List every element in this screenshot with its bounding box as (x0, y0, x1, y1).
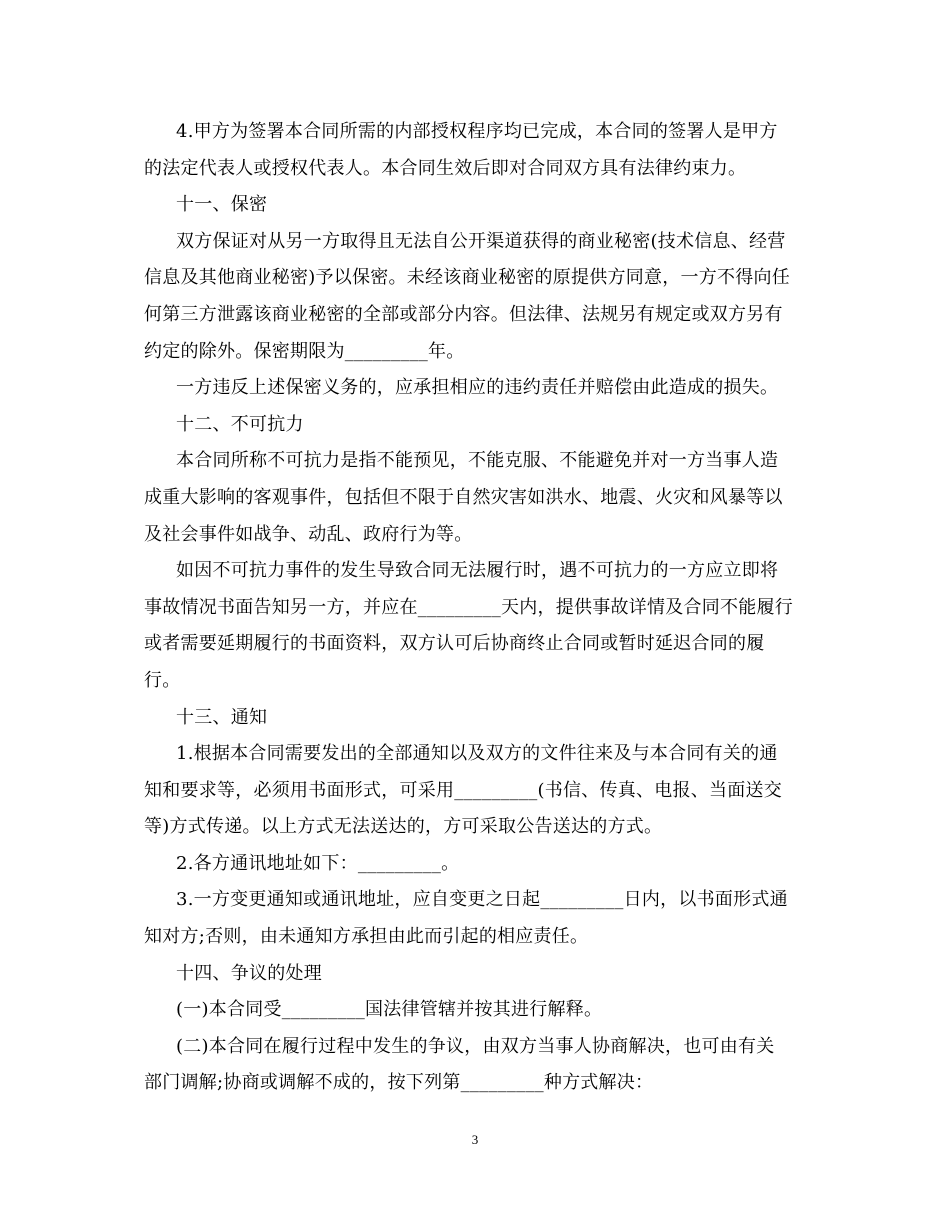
section-heading-confidentiality: 十一、保密 (176, 194, 268, 216)
paragraph-line: 等)方式传递。以上方式无法送达的，方可采取公告送达的方式。 (144, 816, 663, 838)
paragraph-line: (二)本合同在履行过程中发生的争议，由双方当事人协商解决，也可由有关 (176, 1035, 775, 1057)
paragraph-line: 约定的除外。保密期限为_________年。 (144, 340, 465, 362)
paragraph-line: 或者需要延期履行的书面资料，双方认可后协商终止合同或暂时延迟合同的履 (144, 633, 765, 655)
paragraph-line: 知对方;否则，由未通知方承担由此而引起的相应责任。 (144, 926, 589, 948)
paragraph-line: 的法定代表人或授权代表人。本合同生效后即对合同双方具有法律约束力。 (144, 157, 747, 179)
paragraph-line: 行。 (144, 669, 181, 691)
paragraph-line: 1.根据本合同需要发出的全部通知以及双方的文件往来及与本合同有关的通 (176, 743, 778, 765)
paragraph-line: 3.一方变更通知或通讯地址，应自变更之日起_________日内，以书面形式通 (176, 889, 788, 911)
paragraph-line: 如因不可抗力事件的发生导致合同无法履行时，遇不可抗力的一方应立即将 (176, 560, 779, 582)
paragraph-line: 何第三方泄露该商业秘密的全部或部分内容。但法律、法规另有规定或双方另有 (144, 303, 783, 325)
paragraph-line: 知和要求等，必须用书面形式，可采用_________(书信、传真、电报、当面送交 (144, 779, 783, 801)
paragraph-line: 双方保证对从另一方取得且无法自公开渠道获得的商业秘密(技术信息、经营 (176, 230, 786, 252)
section-heading-dispute-resolution: 十四、争议的处理 (176, 962, 322, 984)
section-heading-force-majeure: 十二、不可抗力 (176, 413, 304, 435)
paragraph-line: 2.各方通讯地址如下：_________。 (176, 852, 460, 874)
paragraph-line: (一)本合同受_________国法律管辖并按其进行解释。 (176, 999, 603, 1021)
paragraph-line: 一方违反上述保密义务的，应承担相应的违约责任并赔偿由此造成的损失。 (176, 377, 779, 399)
section-heading-notice: 十三、通知 (176, 706, 268, 728)
page-number: 3 (471, 1132, 479, 1147)
paragraph-line: 4.甲方为签署本合同所需的内部授权程序均已完成，本合同的签署人是甲方 (176, 121, 778, 142)
document-body (144, 114, 810, 1102)
paragraph-line: 事故情况书面告知另一方，并应在_________天内，提供事故详情及合同不能履行 (144, 596, 793, 618)
paragraph-line: 成重大影响的客观事件，包括但不限于自然灾害如洪水、地震、火灾和风暴等以 (144, 486, 783, 508)
paragraph-line: 信息及其他商业秘密)予以保密。未经该商业秘密的原提供方同意，一方不得向任 (144, 267, 791, 289)
paragraph-line: 本合同所称不可抗力是指不能预见，不能克服、不能避免并对一方当事人造 (176, 450, 779, 472)
paragraph-line: 部门调解;协商或调解不成的，按下列第_________种方式解决： (144, 1072, 654, 1094)
paragraph-line: 及社会事件如战争、动乱、政府行为等。 (144, 523, 473, 545)
